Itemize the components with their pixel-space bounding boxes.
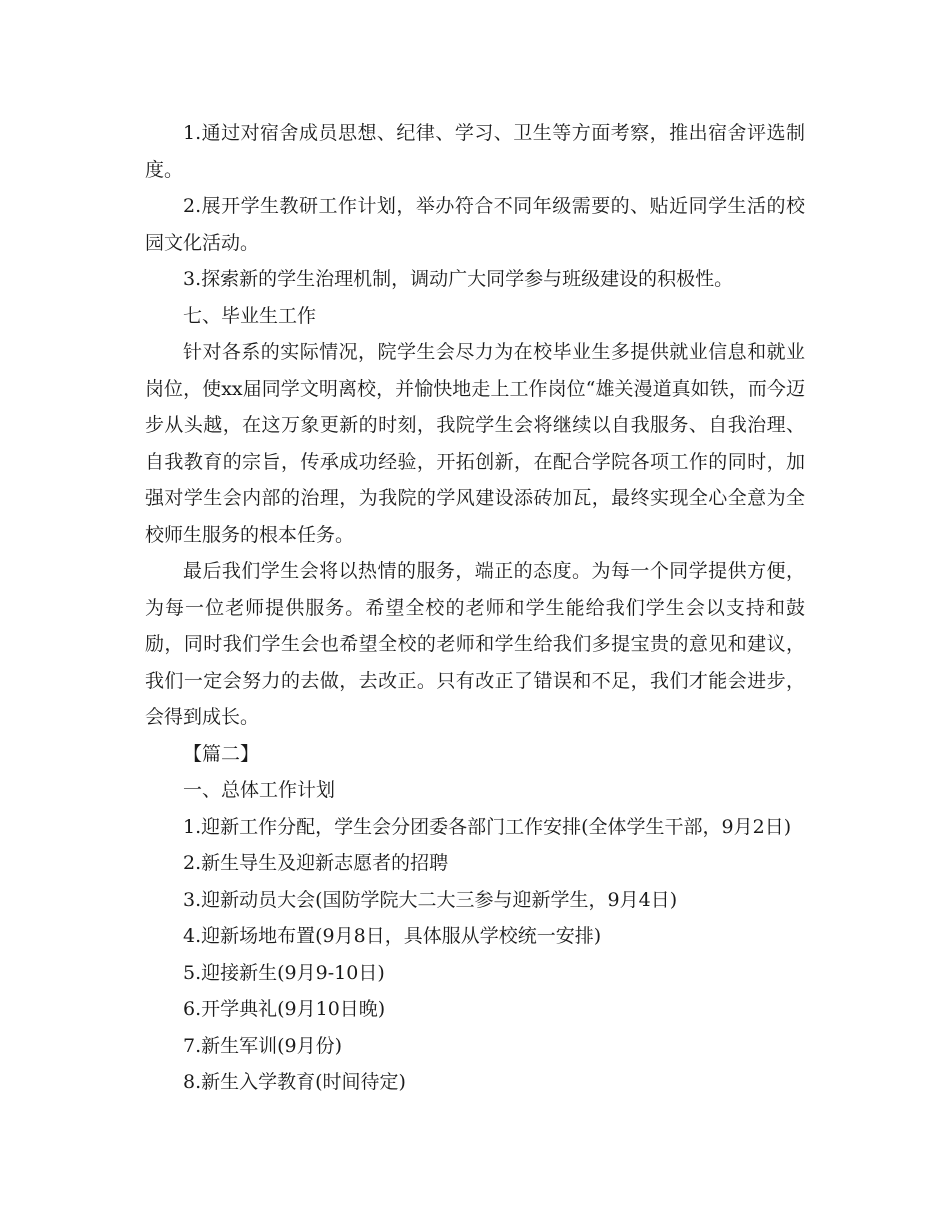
section-heading-graduates: 七、毕业生工作 [183,304,317,327]
paragraph-closing: 最后我们学生会将以热情的服务，端正的态度。为每一个同学提供方便，为每一位老师提供服务。希望全校的老师和学生能给我们学生会以支持和鼓励，同时我们学生会也希望全校的老师和学生给我们多提宝贵的意见和建议，我们一定会努力的去做，去改正。只有改正了错误和不足，我们才能会进步，会得到成长。 [145,560,805,728]
list-item: 8.新生入学教育(时间待定) [183,1071,406,1093]
list-item: 3.迎新动员大会(国防学院大二大三参与迎新学生，9月4日) [183,888,678,911]
paragraph-student-governance: 3.探索新的学生治理机制，调动广大同学参与班级建设的积极性。 [183,268,734,290]
list-item: 5.迎接新生(9月9-10日) [183,961,385,984]
list-item: 1.迎新工作分配，学生会分团委各部门工作安排(全体学生干部，9月2日) [183,815,792,838]
part-two-heading: 【篇二】 [183,742,260,765]
paragraph-dorm-evaluation: 1.通过对宿舍成员思想、纪律、学习、卫生等方面考察，推出宿舍评选制度。 [145,122,805,181]
list-item: 4.迎新场地布置(9月8日，具体服从学校统一安排) [183,925,602,947]
list-item: 7.新生军训(9月份) [183,1034,343,1057]
list-item: 2.新生导生及迎新志愿者的招聘 [183,852,449,874]
paragraph-campus-culture: 2.展开学生教研工作计划，举办符合不同年级需要的、贴近同学生活的校园文化活动。 [145,195,805,254]
list-item: 6.开学典礼(9月10日晚) [183,998,386,1020]
paragraph-graduate-work: 针对各系的实际情况，院学生会尽力为在校毕业生多提供就业信息和就业岗位，使xx届同学文明离校，并愉快地走上工作岗位“雄关漫道真如铁，而今迈步从头越，在这万象更新的时刻，我院学生会将继续以自我服务、自我治理、自我教育的宗旨，传承成功经验，开拓创新，在配合学院各项工作的同时，加强对学生会内部的治理，为我院的学风建设添砖加瓦，最终实现全心全意为全校师生服务的根本任务。 [145,341,805,546]
section-heading-overall-plan: 一、总体工作计划 [183,779,336,801]
document-body [145,115,805,1101]
